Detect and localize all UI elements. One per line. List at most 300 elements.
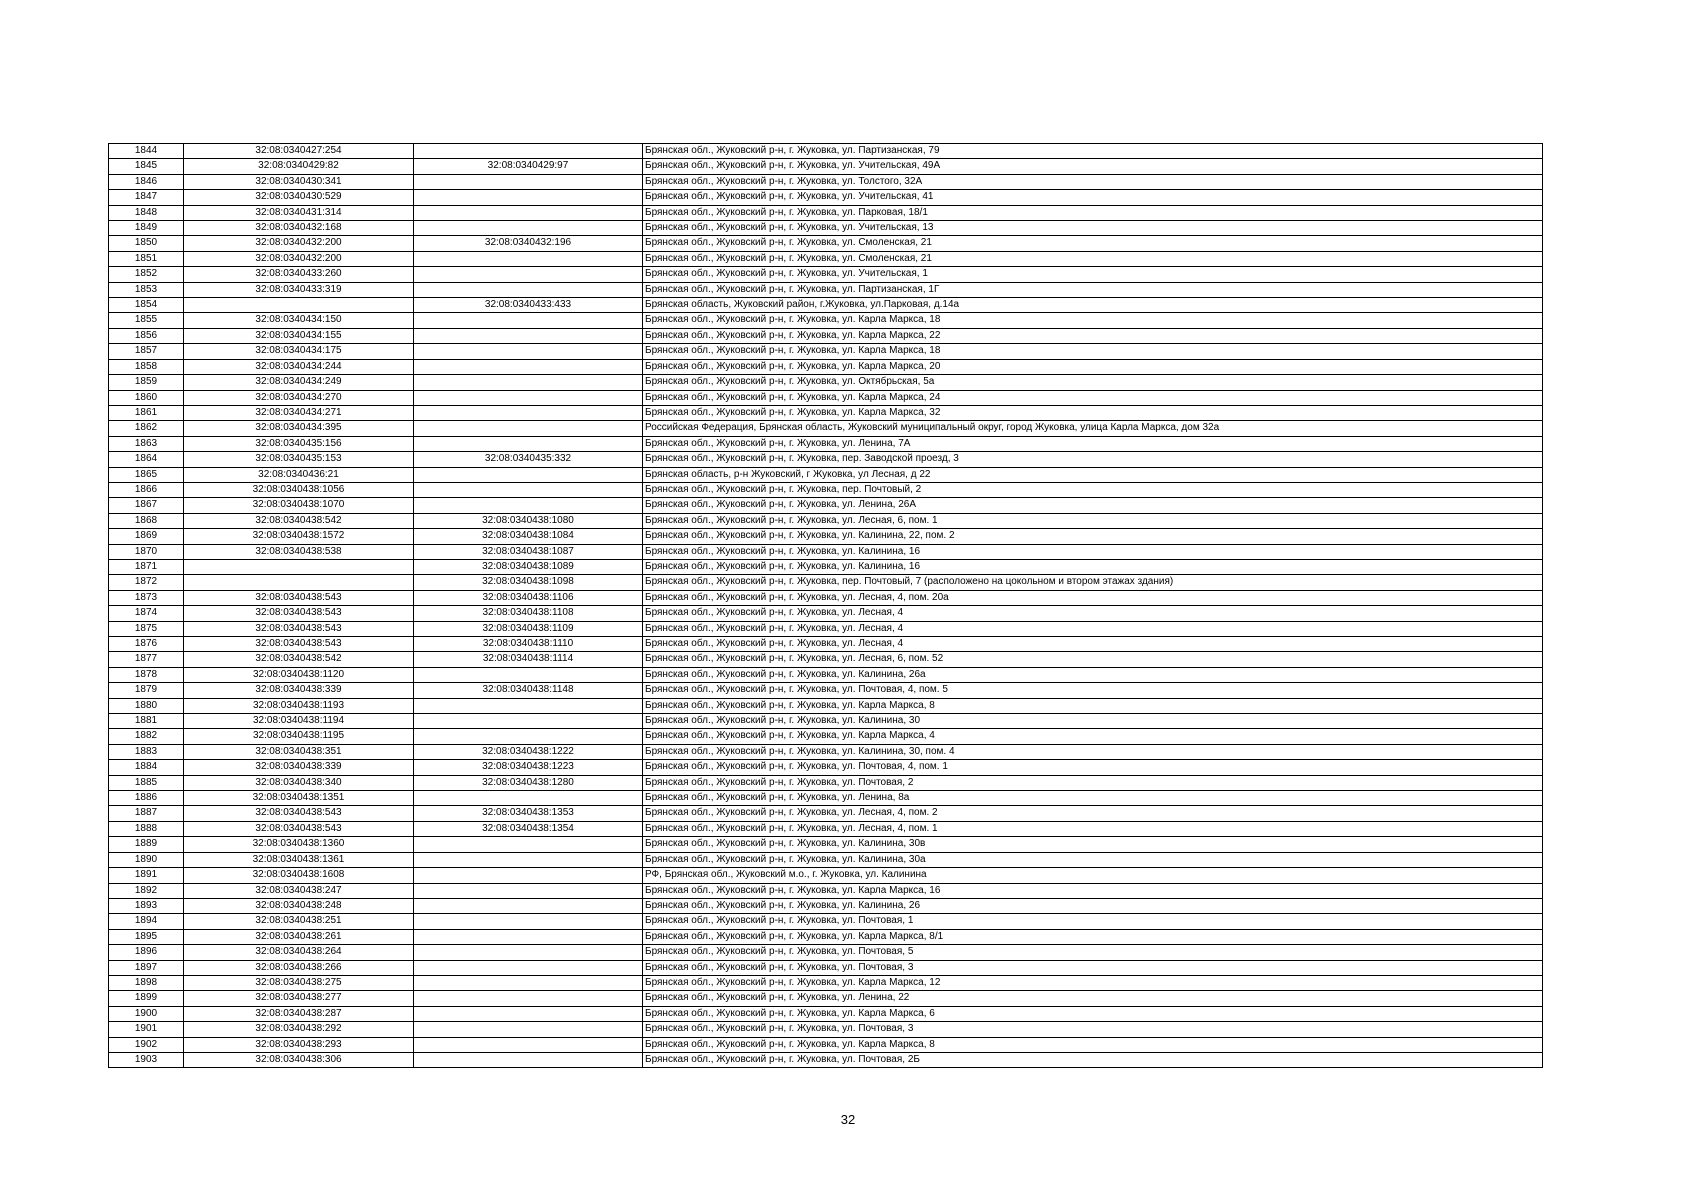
cadastral-number-cell (184, 298, 414, 313)
parent-cadastral-number-cell: 32:08:0340438:1106 (414, 590, 643, 605)
parent-cadastral-number-cell (414, 482, 643, 497)
table-row (109, 575, 1543, 590)
table-row (109, 714, 1543, 729)
cadastral-number-cell: 32:08:0340427:254 (184, 144, 414, 159)
cadastral-number-cell: 32:08:0340438:275 (184, 975, 414, 990)
parent-cadastral-number-cell (414, 1022, 643, 1037)
parent-cadastral-number-cell: 32:08:0340433:433 (414, 298, 643, 313)
row-number-cell: 1876 (109, 637, 184, 652)
row-number-cell: 1853 (109, 282, 184, 297)
cadastral-number-cell: 32:08:0340438:1361 (184, 852, 414, 867)
cadastral-number-cell: 32:08:0340438:543 (184, 621, 414, 636)
address-cell: Брянская область, р-н Жуковский, г Жуковка, ул Лесная, д 22 (643, 467, 1543, 482)
parent-cadastral-number-cell: 32:08:0340438:1280 (414, 775, 643, 790)
row-number-cell: 1902 (109, 1037, 184, 1052)
table-row (109, 898, 1543, 913)
parent-cadastral-number-cell (414, 205, 643, 220)
row-number-cell: 1889 (109, 837, 184, 852)
row-number-cell: 1896 (109, 945, 184, 960)
parent-cadastral-number-cell (414, 945, 643, 960)
table-row (109, 236, 1543, 251)
table-row (109, 637, 1543, 652)
parent-cadastral-number-cell: 32:08:0340438:1098 (414, 575, 643, 590)
parent-cadastral-number-cell (414, 375, 643, 390)
cadastral-number-cell: 32:08:0340433:319 (184, 282, 414, 297)
row-number-cell: 1895 (109, 929, 184, 944)
cadastral-number-cell: 32:08:0340438:277 (184, 991, 414, 1006)
parent-cadastral-number-cell (414, 436, 643, 451)
table-row (109, 621, 1543, 636)
cadastral-number-cell: 32:08:0340435:153 (184, 452, 414, 467)
address-cell: Брянская обл., Жуковский р-н, г. Жуковка, ул. Почтовая, 4, пом. 5 (643, 683, 1543, 698)
address-cell: Брянская обл., Жуковский р-н, г. Жуковка, ул. Калинина, 26 (643, 898, 1543, 913)
cadastral-number-cell: 32:08:0340435:156 (184, 436, 414, 451)
row-number-cell: 1870 (109, 544, 184, 559)
address-cell: Брянская обл., Жуковский р-н, г. Жуковка, ул. Карла Маркса, 22 (643, 328, 1543, 343)
parent-cadastral-number-cell (414, 359, 643, 374)
row-number-cell: 1888 (109, 821, 184, 836)
table-row (109, 405, 1543, 420)
table-row (109, 1006, 1543, 1021)
row-number-cell: 1860 (109, 390, 184, 405)
address-cell: Брянская обл., Жуковский р-н, г. Жуковка, ул. Смоленская, 21 (643, 236, 1543, 251)
cadastral-number-cell: 32:08:0340438:306 (184, 1052, 414, 1067)
address-cell: Брянская обл., Жуковский р-н, г. Жуковка, ул. Партизанская, 79 (643, 144, 1543, 159)
address-cell: Брянская обл., Жуковский р-н, г. Жуковка, ул. Калинина, 30, пом. 4 (643, 744, 1543, 759)
address-cell: Брянская обл., Жуковский р-н, г. Жуковка, ул. Ленина, 8а (643, 791, 1543, 806)
table-row (109, 452, 1543, 467)
table-row (109, 667, 1543, 682)
parent-cadastral-number-cell (414, 837, 643, 852)
table-row (109, 513, 1543, 528)
parent-cadastral-number-cell (414, 421, 643, 436)
row-number-cell: 1865 (109, 467, 184, 482)
parent-cadastral-number-cell (414, 498, 643, 513)
parent-cadastral-number-cell (414, 883, 643, 898)
cadastral-number-cell: 32:08:0340438:542 (184, 652, 414, 667)
cadastral-number-cell: 32:08:0340438:351 (184, 744, 414, 759)
address-cell: Брянская обл., Жуковский р-н, г. Жуковка, ул. Почтовая, 3 (643, 960, 1543, 975)
row-number-cell: 1874 (109, 606, 184, 621)
row-number-cell: 1854 (109, 298, 184, 313)
row-number-cell: 1877 (109, 652, 184, 667)
address-cell: Брянская область, Жуковский район, г.Жуковка, ул.Парковая, д.14а (643, 298, 1543, 313)
row-number-cell: 1844 (109, 144, 184, 159)
row-number-cell: 1849 (109, 221, 184, 236)
parent-cadastral-number-cell (414, 714, 643, 729)
cadastral-number-cell (184, 559, 414, 574)
page-number: 32 (840, 1112, 856, 1127)
address-cell: Брянская обл., Жуковский р-н, г. Жуковка, ул. Карла Маркса, 16 (643, 883, 1543, 898)
cadastral-number-cell: 32:08:0340434:249 (184, 375, 414, 390)
table-row (109, 144, 1543, 159)
row-number-cell: 1867 (109, 498, 184, 513)
cadastral-number-cell: 32:08:0340434:395 (184, 421, 414, 436)
parent-cadastral-number-cell (414, 868, 643, 883)
cadastral-number-cell: 32:08:0340438:287 (184, 1006, 414, 1021)
address-cell: Брянская обл., Жуковский р-н, г. Жуковка, ул. Лесная, 4, пом. 20а (643, 590, 1543, 605)
address-cell: Брянская обл., Жуковский р-н, г. Жуковка, ул. Лесная, 6, пом. 52 (643, 652, 1543, 667)
table-row (109, 852, 1543, 867)
table-row (109, 328, 1543, 343)
address-cell: Брянская обл., Жуковский р-н, г. Жуковка, ул. Карла Маркса, 12 (643, 975, 1543, 990)
row-number-cell: 1863 (109, 436, 184, 451)
parent-cadastral-number-cell (414, 929, 643, 944)
address-cell: Брянская обл., Жуковский р-н, г. Жуковка, ул. Калинина, 30 (643, 714, 1543, 729)
cadastral-number-cell: 32:08:0340438:543 (184, 821, 414, 836)
address-cell: Брянская обл., Жуковский р-н, г. Жуковка, ул. Ленина, 7А (643, 436, 1543, 451)
parent-cadastral-number-cell: 32:08:0340429:97 (414, 159, 643, 174)
parent-cadastral-number-cell (414, 791, 643, 806)
table-row (109, 729, 1543, 744)
table-row (109, 190, 1543, 205)
cadastral-number-cell: 32:08:0340438:1193 (184, 698, 414, 713)
row-number-cell: 1897 (109, 960, 184, 975)
row-number-cell: 1899 (109, 991, 184, 1006)
cadastral-number-cell: 32:08:0340438:543 (184, 637, 414, 652)
row-number-cell: 1886 (109, 791, 184, 806)
row-number-cell: 1875 (109, 621, 184, 636)
address-cell: Брянская обл., Жуковский р-н, г. Жуковка, ул. Лесная, 4 (643, 606, 1543, 621)
row-number-cell: 1885 (109, 775, 184, 790)
parent-cadastral-number-cell (414, 190, 643, 205)
address-cell: Брянская обл., Жуковский р-н, г. Жуковка, пер. Заводской проезд, 3 (643, 452, 1543, 467)
address-cell: Брянская обл., Жуковский р-н, г. Жуковка, ул. Учительская, 1 (643, 267, 1543, 282)
cadastral-number-cell: 32:08:0340438:247 (184, 883, 414, 898)
parent-cadastral-number-cell (414, 667, 643, 682)
address-cell: Брянская обл., Жуковский р-н, г. Жуковка, ул. Октябрьская, 5а (643, 375, 1543, 390)
address-cell: Брянская обл., Жуковский р-н, г. Жуковка, ул. Карла Маркса, 18 (643, 313, 1543, 328)
cadastral-number-cell: 32:08:0340438:542 (184, 513, 414, 528)
parent-cadastral-number-cell (414, 144, 643, 159)
cadastral-number-cell: 32:08:0340434:270 (184, 390, 414, 405)
row-number-cell: 1852 (109, 267, 184, 282)
parent-cadastral-number-cell (414, 1052, 643, 1067)
table-row (109, 559, 1543, 574)
address-cell: Брянская обл., Жуковский р-н, г. Жуковка, ул. Почтовая, 2Б (643, 1052, 1543, 1067)
row-number-cell: 1850 (109, 236, 184, 251)
address-cell: Брянская обл., Жуковский р-н, г. Жуковка, ул. Карла Маркса, 4 (643, 729, 1543, 744)
parent-cadastral-number-cell (414, 282, 643, 297)
row-number-cell: 1891 (109, 868, 184, 883)
cadastral-number-cell: 32:08:0340438:1194 (184, 714, 414, 729)
row-number-cell: 1881 (109, 714, 184, 729)
row-number-cell: 1894 (109, 914, 184, 929)
address-cell: Брянская обл., Жуковский р-н, г. Жуковка, ул. Карла Маркса, 24 (643, 390, 1543, 405)
parent-cadastral-number-cell (414, 698, 643, 713)
cadastral-number-cell: 32:08:0340434:244 (184, 359, 414, 374)
parent-cadastral-number-cell (414, 991, 643, 1006)
address-cell: Брянская обл., Жуковский р-н, г. Жуковка, ул. Карла Маркса, 32 (643, 405, 1543, 420)
address-cell: Брянская обл., Жуковский р-н, г. Жуковка, ул. Учительская, 49А (643, 159, 1543, 174)
table-row (109, 806, 1543, 821)
table-row (109, 344, 1543, 359)
parent-cadastral-number-cell (414, 467, 643, 482)
row-number-cell: 1878 (109, 667, 184, 682)
cadastral-number-cell: 32:08:0340434:150 (184, 313, 414, 328)
table-row (109, 529, 1543, 544)
row-number-cell: 1903 (109, 1052, 184, 1067)
address-cell: Брянская обл., Жуковский р-н, г. Жуковка, ул. Толстого, 32А (643, 174, 1543, 189)
table-row (109, 482, 1543, 497)
address-cell: Брянская обл., Жуковский р-н, г. Жуковка, ул. Карла Маркса, 20 (643, 359, 1543, 374)
cadastral-number-cell: 32:08:0340429:82 (184, 159, 414, 174)
address-cell: Брянская обл., Жуковский р-н, г. Жуковка, ул. Калинина, 16 (643, 544, 1543, 559)
table-row (109, 159, 1543, 174)
table-row (109, 544, 1543, 559)
row-number-cell: 1864 (109, 452, 184, 467)
address-cell: Брянская обл., Жуковский р-н, г. Жуковка, ул. Калинина, 26а (643, 667, 1543, 682)
cadastral-number-cell: 32:08:0340431:314 (184, 205, 414, 220)
parent-cadastral-number-cell (414, 1037, 643, 1052)
address-cell: Брянская обл., Жуковский р-н, г. Жуковка, ул. Ленина, 22 (643, 991, 1543, 1006)
table-row (109, 606, 1543, 621)
table-row (109, 975, 1543, 990)
cadastral-number-cell: 32:08:0340438:1120 (184, 667, 414, 682)
address-cell: Брянская обл., Жуковский р-н, г. Жуковка, ул. Карла Маркса, 8 (643, 1037, 1543, 1052)
row-number-cell: 1898 (109, 975, 184, 990)
table-row (109, 744, 1543, 759)
address-cell: Брянская обл., Жуковский р-н, г. Жуковка, ул. Калинина, 30в (643, 837, 1543, 852)
cadastral-number-cell: 32:08:0340438:1351 (184, 791, 414, 806)
table-row (109, 375, 1543, 390)
cadastral-number-cell: 32:08:0340436:21 (184, 467, 414, 482)
cadastral-number-cell (184, 575, 414, 590)
cadastral-number-cell: 32:08:0340432:168 (184, 221, 414, 236)
table-row (109, 683, 1543, 698)
cadastral-number-cell: 32:08:0340438:543 (184, 806, 414, 821)
table-row (109, 221, 1543, 236)
address-cell: Брянская обл., Жуковский р-н, г. Жуковка, ул. Учительская, 13 (643, 221, 1543, 236)
table-row (109, 1037, 1543, 1052)
cadastral-number-cell: 32:08:0340434:271 (184, 405, 414, 420)
row-number-cell: 1847 (109, 190, 184, 205)
table-row (109, 914, 1543, 929)
parent-cadastral-number-cell: 32:08:0340438:1110 (414, 637, 643, 652)
parent-cadastral-number-cell: 32:08:0340435:332 (414, 452, 643, 467)
table-row (109, 775, 1543, 790)
table-row (109, 960, 1543, 975)
row-number-cell: 1892 (109, 883, 184, 898)
parent-cadastral-number-cell: 32:08:0340438:1114 (414, 652, 643, 667)
table-row (109, 929, 1543, 944)
parent-cadastral-number-cell: 32:08:0340438:1087 (414, 544, 643, 559)
address-cell: Брянская обл., Жуковский р-н, г. Жуковка, ул. Лесная, 6, пом. 1 (643, 513, 1543, 528)
address-cell: Брянская обл., Жуковский р-н, г. Жуковка, ул. Лесная, 4, пом. 1 (643, 821, 1543, 836)
row-number-cell: 1856 (109, 328, 184, 343)
cadastral-number-cell: 32:08:0340433:260 (184, 267, 414, 282)
row-number-cell: 1868 (109, 513, 184, 528)
cadastral-number-cell: 32:08:0340438:266 (184, 960, 414, 975)
parent-cadastral-number-cell: 32:08:0340438:1148 (414, 683, 643, 698)
cadastral-number-cell: 32:08:0340438:248 (184, 898, 414, 913)
address-cell: Брянская обл., Жуковский р-н, г. Жуковка, ул. Карла Маркса, 8 (643, 698, 1543, 713)
cadastral-number-cell: 32:08:0340438:264 (184, 945, 414, 960)
cadastral-number-cell: 32:08:0340434:175 (184, 344, 414, 359)
address-cell: Брянская обл., Жуковский р-н, г. Жуковка, ул. Калинина, 22, пом. 2 (643, 529, 1543, 544)
cadastral-number-cell: 32:08:0340438:1608 (184, 868, 414, 883)
table-row (109, 298, 1543, 313)
row-number-cell: 1848 (109, 205, 184, 220)
table-row (109, 467, 1543, 482)
address-cell: Брянская обл., Жуковский р-н, г. Жуковка, ул. Партизанская, 1Г (643, 282, 1543, 297)
table-row (109, 590, 1543, 605)
row-number-cell: 1861 (109, 405, 184, 420)
row-number-cell: 1887 (109, 806, 184, 821)
table-row (109, 498, 1543, 513)
table-row (109, 267, 1543, 282)
address-cell: Брянская обл., Жуковский р-н, г. Жуковка, ул. Калинина, 30а (643, 852, 1543, 867)
table-row (109, 945, 1543, 960)
address-cell: Брянская обл., Жуковский р-н, г. Жуковка, ул. Карла Маркса, 6 (643, 1006, 1543, 1021)
cadastral-number-cell: 32:08:0340438:340 (184, 775, 414, 790)
row-number-cell: 1873 (109, 590, 184, 605)
address-cell: Брянская обл., Жуковский р-н, г. Жуковка, пер. Почтовый, 2 (643, 482, 1543, 497)
parent-cadastral-number-cell (414, 174, 643, 189)
row-number-cell: 1883 (109, 744, 184, 759)
parent-cadastral-number-cell: 32:08:0340438:1084 (414, 529, 643, 544)
row-number-cell: 1884 (109, 760, 184, 775)
cadastral-number-cell: 32:08:0340434:155 (184, 328, 414, 343)
row-number-cell: 1901 (109, 1022, 184, 1037)
address-cell: Российская Федерация, Брянская область, Жуковский муниципальный округ, город Жуковка, улица Карла Маркса, дом 32а (643, 421, 1543, 436)
cadastral-number-cell: 32:08:0340438:543 (184, 590, 414, 605)
table-row (109, 1052, 1543, 1067)
address-cell: Брянская обл., Жуковский р-н, г. Жуковка, ул. Калинина, 16 (643, 559, 1543, 574)
cadastral-number-cell: 32:08:0340438:1056 (184, 482, 414, 497)
row-number-cell: 1869 (109, 529, 184, 544)
parent-cadastral-number-cell: 32:08:0340438:1089 (414, 559, 643, 574)
parent-cadastral-number-cell (414, 1006, 643, 1021)
table-row (109, 991, 1543, 1006)
cadastral-number-cell: 32:08:0340438:339 (184, 760, 414, 775)
address-cell: Брянская обл., Жуковский р-н, г. Жуковка, ул. Парковая, 18/1 (643, 205, 1543, 220)
address-cell: РФ, Брянская обл., Жуковский м.о., г. Жуковка, ул. Калинина (643, 868, 1543, 883)
parent-cadastral-number-cell: 32:08:0340438:1108 (414, 606, 643, 621)
table-row (109, 313, 1543, 328)
address-cell: Брянская обл., Жуковский р-н, г. Жуковка, ул. Почтовая, 4, пом. 1 (643, 760, 1543, 775)
table-row (109, 791, 1543, 806)
address-cell: Брянская обл., Жуковский р-н, г. Жуковка, ул. Почтовая, 3 (643, 1022, 1543, 1037)
row-number-cell: 1900 (109, 1006, 184, 1021)
table-row (109, 760, 1543, 775)
parent-cadastral-number-cell: 32:08:0340438:1222 (414, 744, 643, 759)
address-cell: Брянская обл., Жуковский р-н, г. Жуковка, ул. Лесная, 4 (643, 621, 1543, 636)
row-number-cell: 1890 (109, 852, 184, 867)
cadastral-number-cell: 32:08:0340432:200 (184, 251, 414, 266)
parent-cadastral-number-cell: 32:08:0340438:1354 (414, 821, 643, 836)
parent-cadastral-number-cell: 32:08:0340438:1109 (414, 621, 643, 636)
cadastral-number-cell: 32:08:0340438:251 (184, 914, 414, 929)
cadastral-number-cell: 32:08:0340430:529 (184, 190, 414, 205)
parent-cadastral-number-cell (414, 251, 643, 266)
address-cell: Брянская обл., Жуковский р-н, г. Жуковка, ул. Учительская, 41 (643, 190, 1543, 205)
cadastral-number-cell: 32:08:0340430:341 (184, 174, 414, 189)
table-row (109, 421, 1543, 436)
cadastral-number-cell: 32:08:0340438:293 (184, 1037, 414, 1052)
row-number-cell: 1846 (109, 174, 184, 189)
cadastral-number-cell: 32:08:0340438:538 (184, 544, 414, 559)
cadastral-number-cell: 32:08:0340438:261 (184, 929, 414, 944)
table-row (109, 868, 1543, 883)
address-cell: Брянская обл., Жуковский р-н, г. Жуковка, пер. Почтовый, 7 (расположено на цокольном и втором этажах здания) (643, 575, 1543, 590)
row-number-cell: 1859 (109, 375, 184, 390)
row-number-cell: 1871 (109, 559, 184, 574)
cadastral-number-cell: 32:08:0340432:200 (184, 236, 414, 251)
row-number-cell: 1880 (109, 698, 184, 713)
address-cell: Брянская обл., Жуковский р-н, г. Жуковка, ул. Лесная, 4 (643, 637, 1543, 652)
cadastral-number-cell: 32:08:0340438:1360 (184, 837, 414, 852)
registry-table (108, 143, 1543, 1068)
table-row (109, 251, 1543, 266)
table-row (109, 359, 1543, 374)
row-number-cell: 1851 (109, 251, 184, 266)
parent-cadastral-number-cell (414, 328, 643, 343)
row-number-cell: 1882 (109, 729, 184, 744)
address-cell: Брянская обл., Жуковский р-н, г. Жуковка, ул. Лесная, 4, пом. 2 (643, 806, 1543, 821)
address-cell: Брянская обл., Жуковский р-н, г. Жуковка, ул. Карла Маркса, 18 (643, 344, 1543, 359)
row-number-cell: 1858 (109, 359, 184, 374)
address-cell: Брянская обл., Жуковский р-н, г. Жуковка, ул. Почтовая, 2 (643, 775, 1543, 790)
table-row (109, 837, 1543, 852)
parent-cadastral-number-cell (414, 313, 643, 328)
cadastral-number-cell: 32:08:0340438:292 (184, 1022, 414, 1037)
row-number-cell: 1855 (109, 313, 184, 328)
table-row (109, 1022, 1543, 1037)
row-number-cell: 1857 (109, 344, 184, 359)
parent-cadastral-number-cell: 32:08:0340432:196 (414, 236, 643, 251)
cadastral-number-cell: 32:08:0340438:543 (184, 606, 414, 621)
parent-cadastral-number-cell (414, 975, 643, 990)
parent-cadastral-number-cell: 32:08:0340438:1080 (414, 513, 643, 528)
parent-cadastral-number-cell (414, 390, 643, 405)
table-row (109, 436, 1543, 451)
cadastral-number-cell: 32:08:0340438:339 (184, 683, 414, 698)
parent-cadastral-number-cell: 32:08:0340438:1353 (414, 806, 643, 821)
parent-cadastral-number-cell (414, 344, 643, 359)
parent-cadastral-number-cell (414, 960, 643, 975)
table-row (109, 652, 1543, 667)
address-cell: Брянская обл., Жуковский р-н, г. Жуковка, ул. Смоленская, 21 (643, 251, 1543, 266)
parent-cadastral-number-cell (414, 914, 643, 929)
row-number-cell: 1862 (109, 421, 184, 436)
row-number-cell: 1845 (109, 159, 184, 174)
address-cell: Брянская обл., Жуковский р-н, г. Жуковка, ул. Карла Маркса, 8/1 (643, 929, 1543, 944)
address-cell: Брянская обл., Жуковский р-н, г. Жуковка, ул. Почтовая, 5 (643, 945, 1543, 960)
address-cell: Брянская обл., Жуковский р-н, г. Жуковка, ул. Почтовая, 1 (643, 914, 1543, 929)
cadastral-number-cell: 32:08:0340438:1195 (184, 729, 414, 744)
table-row (109, 174, 1543, 189)
table-row (109, 883, 1543, 898)
row-number-cell: 1879 (109, 683, 184, 698)
table-row (109, 390, 1543, 405)
row-number-cell: 1893 (109, 898, 184, 913)
parent-cadastral-number-cell: 32:08:0340438:1223 (414, 760, 643, 775)
registry-table-body (109, 144, 1543, 1068)
row-number-cell: 1866 (109, 482, 184, 497)
cadastral-number-cell: 32:08:0340438:1070 (184, 498, 414, 513)
parent-cadastral-number-cell (414, 852, 643, 867)
parent-cadastral-number-cell (414, 221, 643, 236)
table-row (109, 282, 1543, 297)
table-row (109, 698, 1543, 713)
parent-cadastral-number-cell (414, 729, 643, 744)
table-row (109, 821, 1543, 836)
row-number-cell: 1872 (109, 575, 184, 590)
address-cell: Брянская обл., Жуковский р-н, г. Жуковка, ул. Ленина, 26А (643, 498, 1543, 513)
parent-cadastral-number-cell (414, 267, 643, 282)
cadastral-number-cell: 32:08:0340438:1572 (184, 529, 414, 544)
